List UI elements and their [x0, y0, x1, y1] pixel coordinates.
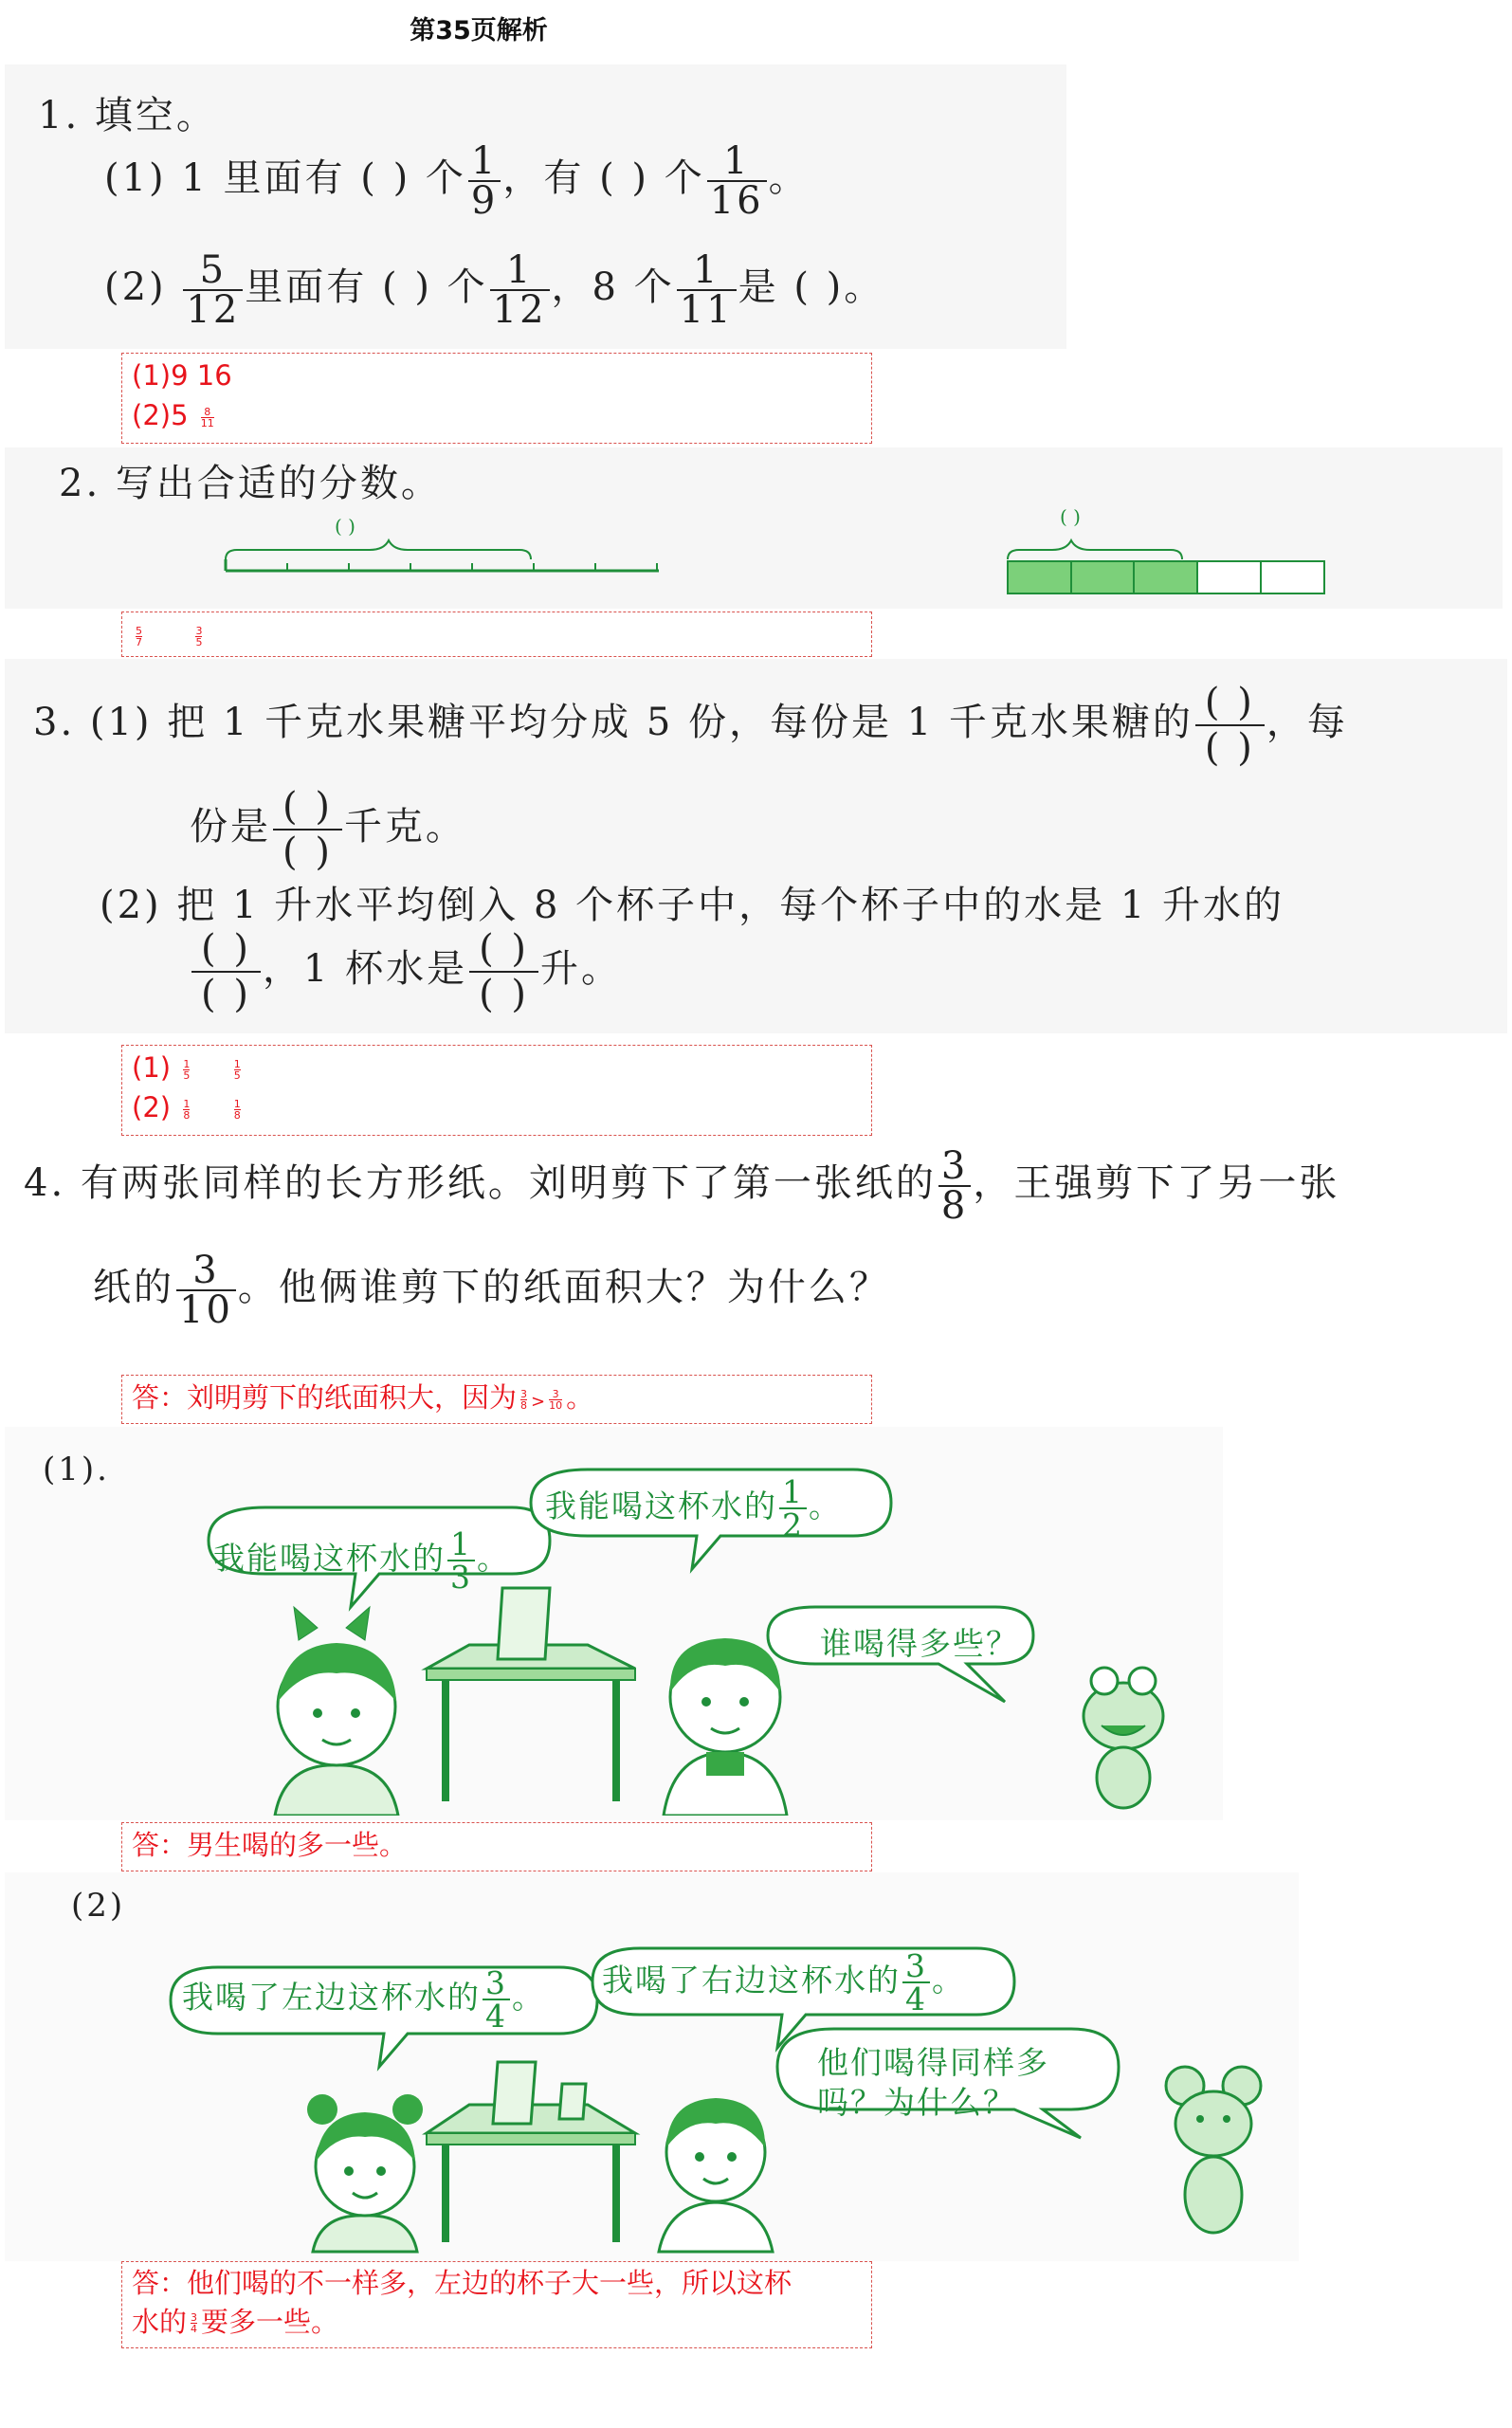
q1-part1-mid: ，有 ( ) 个	[502, 156, 705, 200]
q4-frac-3-10: $\frac{3}{10}$	[176, 1251, 236, 1329]
q3-answer-box	[121, 1045, 872, 1136]
q1-answer-line1: (1)9 16	[132, 359, 232, 392]
q5-label: (1).	[43, 1451, 110, 1488]
q2-answer-frac-5-7: $\frac{5}{7}$	[136, 624, 142, 648]
q3-blank-frac-2: ( ) ( )	[273, 787, 342, 872]
q5-bubble-frog-text: 谁喝得多些？	[820, 1625, 1019, 1662]
q3-blank-frac-1: ( ) ( )	[1195, 683, 1265, 768]
q3-part2-line2: ( ) ( ) ，1 杯水是 ( ) ( ) 升。	[190, 929, 622, 1014]
q6-bubble-mouse-line1: 他们喝得同样多	[817, 2044, 1049, 2081]
q1-heading: 1. 填空。	[38, 94, 217, 137]
q6-bubble-boy-text: 我喝了右边这杯水的 $\frac{3}{4}$ 。	[602, 1947, 965, 2017]
q6-answer-line1: 答：他们喝的不一样多，左边的杯子大一些，所以这杯	[132, 2267, 792, 2299]
q6-answer-box	[121, 2261, 872, 2348]
page-title: 第35页解析	[410, 16, 548, 46]
q1-frac-5-12: $\frac{5}{12}$	[183, 251, 243, 329]
q6-label: (2)	[71, 1887, 126, 1925]
q2-answer-frac-3-5: $\frac{3}{5}$	[195, 624, 203, 648]
q3-blank-frac-3: ( ) ( )	[191, 929, 261, 1014]
q5-bubble-girl-text: 我能喝这杯水的 $\frac{1}{3}$ 。	[213, 1525, 510, 1596]
q3-part1-line1: 3. (1) 把 1 千克水果糖平均分成 5 份，每份是 1 千克水果糖的 ( ) ( ) ，每	[33, 681, 1348, 770]
q2-number-line	[218, 512, 673, 588]
q2-bar-model	[1000, 502, 1341, 597]
girl-figure	[275, 1607, 398, 1816]
q1-frac-1-16: $\frac{1}{16}$	[707, 142, 767, 220]
q1-answer-box	[121, 353, 872, 444]
mouse-figure	[1166, 2067, 1261, 2233]
q6-bubble-girl-text: 我喝了左边这杯水的 $\frac{3}{4}$ 。	[182, 1964, 545, 2035]
small-glass-icon	[559, 2084, 586, 2119]
q6-answer-line2: 水的 $\frac{3}{4}$ 要多一些。	[132, 2305, 339, 2338]
q1-part1-text: (1) 1 里面有 ( ) 个	[104, 156, 466, 200]
q6-bubble-mouse-line2: 吗？为什么？	[817, 2084, 1016, 2121]
q1-part1: (1) 1 里面有 ( ) 个 $\frac{1}{9}$ ，有 ( ) 个 $\frac{1}{16}$ 。	[104, 139, 810, 223]
large-glass-icon	[493, 2062, 536, 2124]
q5-answer-box: 答：男生喝的多一些。	[121, 1822, 872, 1871]
boy-figure	[664, 1638, 787, 1816]
q3-answer-line1: (1) $\frac{1}{5}$ $\frac{1}{5}$	[132, 1051, 241, 1084]
q4-frac-3-8: $\frac{3}{8}$	[938, 1147, 971, 1225]
q1-part2: (2) $\frac{5}{12}$ 里面有 ( ) 个 $\frac{1}{12}$ ，8 个 $\frac{1}{11}$ 是 ( )。	[104, 248, 885, 332]
q2-blank-left: ( )	[335, 515, 355, 538]
q1-answer-line2: (2)5 $\frac{8}{11}$	[132, 399, 214, 432]
q3-blank-frac-4: ( ) ( )	[469, 929, 538, 1014]
q2-blank-right: ( )	[1060, 505, 1081, 528]
q4-answer-box: 答：刘明剪下的纸面积大，因为 $\frac{3}{8}$ > $\frac{3}{10}$ 。	[121, 1375, 872, 1424]
glass-icon	[498, 1588, 550, 1659]
boy-figure	[659, 2098, 773, 2252]
q3-part2-line1: (2) 把 1 升水平均倒入 8 个杯子中，每个杯子中的水是 1 升水的	[100, 884, 1285, 927]
frog-figure	[1084, 1668, 1163, 1808]
q5-bubble-boy-text: 我能喝这杯水的 $\frac{1}{2}$ 。	[545, 1473, 842, 1543]
q1-frac-1-11: $\frac{1}{11}$	[677, 251, 737, 329]
q3-answer-line2: (2) $\frac{1}{8}$ $\frac{1}{8}$	[132, 1091, 241, 1124]
q1-frac-1-9: $\frac{1}{9}$	[468, 142, 501, 220]
q1-answer-frac: $\frac{8}{11}$	[200, 405, 214, 429]
q2-heading: 2. 写出合适的分数。	[59, 462, 442, 505]
girl-figure	[307, 2094, 423, 2252]
q2-answer-box	[121, 612, 872, 657]
q3-part1-line2: 份是 ( ) ( ) 千克。	[190, 785, 466, 874]
q1-frac-1-12: $\frac{1}{12}$	[490, 251, 550, 329]
q4-line1: 4. 有两张同样的长方形纸。刘明剪下了第一张纸的 $\frac{3}{8}$ ，王强剪下了另一张	[24, 1144, 1340, 1228]
q4-line2: 纸的 $\frac{3}{10}$ 。他俩谁剪下的纸面积大？为什么？	[93, 1249, 890, 1332]
